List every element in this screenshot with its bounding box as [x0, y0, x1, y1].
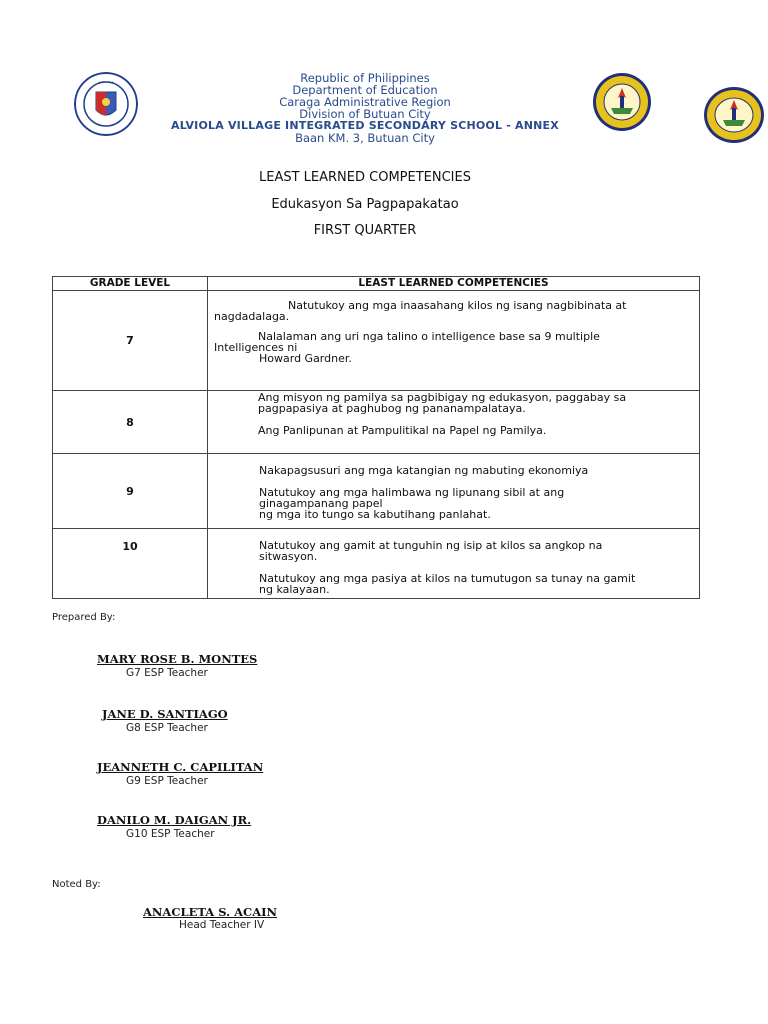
competency-item: Ang misyon ng pamilya sa pagbibigay ng edukasyon, paggabay sa pagpapasiya at paghubog ng pananampalataya. [258, 391, 627, 415]
signatory-role: G8 ESP Teacher [126, 722, 208, 734]
signatory-role: G10 ESP Teacher [126, 828, 215, 840]
signatory-name: JEANNETH C. CAPILITAN [97, 760, 264, 774]
competency-item: Nalalaman ang uri nga talino o intelligence base sa 9 multiple Intelligences ni Howard Gardner. [214, 330, 600, 365]
subject-title: Edukasyon Sa Pagpapakatao [271, 197, 459, 212]
competencies-cell [208, 529, 700, 599]
head-teacher-role: Head Teacher IV [179, 919, 265, 931]
region-line: Caraga Administrative Region [279, 95, 451, 109]
competency-item: Nakapagsusuri ang mga katangian ng mabuting ekonomiya [259, 464, 589, 477]
department-line: Department of Education [292, 83, 438, 97]
competency-item: Natutukoy ang gamit at tunguhin ng isip at kilos sa angkop na sitwasyon. [259, 539, 603, 563]
prepared-by-label: Prepared By: [52, 612, 116, 623]
signatory-name: JANE D. SANTIAGO [102, 707, 228, 721]
table-row [53, 291, 700, 391]
country-line: Republic of Philippines [300, 71, 430, 85]
noted-by-label: Noted By: [52, 879, 101, 890]
grade-cell: 10 [53, 529, 208, 599]
quarter-title: FIRST QUARTER [313, 223, 417, 238]
signatory-role: G9 ESP Teacher [126, 775, 208, 787]
table-header-row [53, 277, 700, 291]
document-title: LEAST LEARNED COMPETENCIES [259, 170, 471, 185]
signatory-name: MARY ROSE B. MONTES [97, 652, 258, 666]
competency-item: Natutukoy ang mga pasiya at kilos na tumutugon sa tunay na gamit ng kalayaan. [259, 572, 636, 596]
competencies-cell [208, 291, 700, 391]
grade-level-header: GRADE LEVEL [53, 277, 208, 291]
competencies-cell [208, 454, 700, 529]
competency-item: Natutukoy ang mga halimbawa ng lipunang sibil at ang ginagampanang papel ng mga ito tungo sa kabutihang panlahat. [259, 486, 565, 521]
letterhead [140, 72, 590, 144]
competency-item: Natutukoy ang mga inaasahang kilos ng isang nagbibinata at nagdadalaga. [214, 299, 627, 323]
svg-text:· · · · ·: · · · · · [98, 79, 114, 85]
grade-cell: 8 [53, 391, 208, 454]
head-teacher-name: ANACLETA S. ACAIN [143, 905, 278, 919]
table-row [53, 391, 700, 454]
grade-cell: 7 [53, 291, 208, 391]
competencies-table [52, 276, 700, 599]
grade-cell: 9 [53, 454, 208, 529]
table-row [53, 454, 700, 529]
school-seal-logo [592, 72, 652, 132]
school-seal-logo [703, 86, 765, 144]
signatory-name: DANILO M. DAIGAN JR. [97, 813, 252, 827]
competencies-cell [208, 391, 700, 454]
competency-item: Ang Panlipunan at Pampulitikal na Papel ng Pamilya. [258, 424, 547, 437]
table-row [53, 529, 700, 599]
school-name: ALVIOLA VILLAGE INTEGRATED SECONDARY SCHOOL - ANNEX [171, 119, 559, 132]
deped-seal-logo [74, 72, 138, 136]
competencies-header: LEAST LEARNED COMPETENCIES [208, 277, 700, 291]
division-line: Division of Butuan City [299, 107, 431, 121]
school-address: Baan KM. 3, Butuan City [295, 131, 435, 145]
signatory-role: G7 ESP Teacher [126, 667, 208, 679]
